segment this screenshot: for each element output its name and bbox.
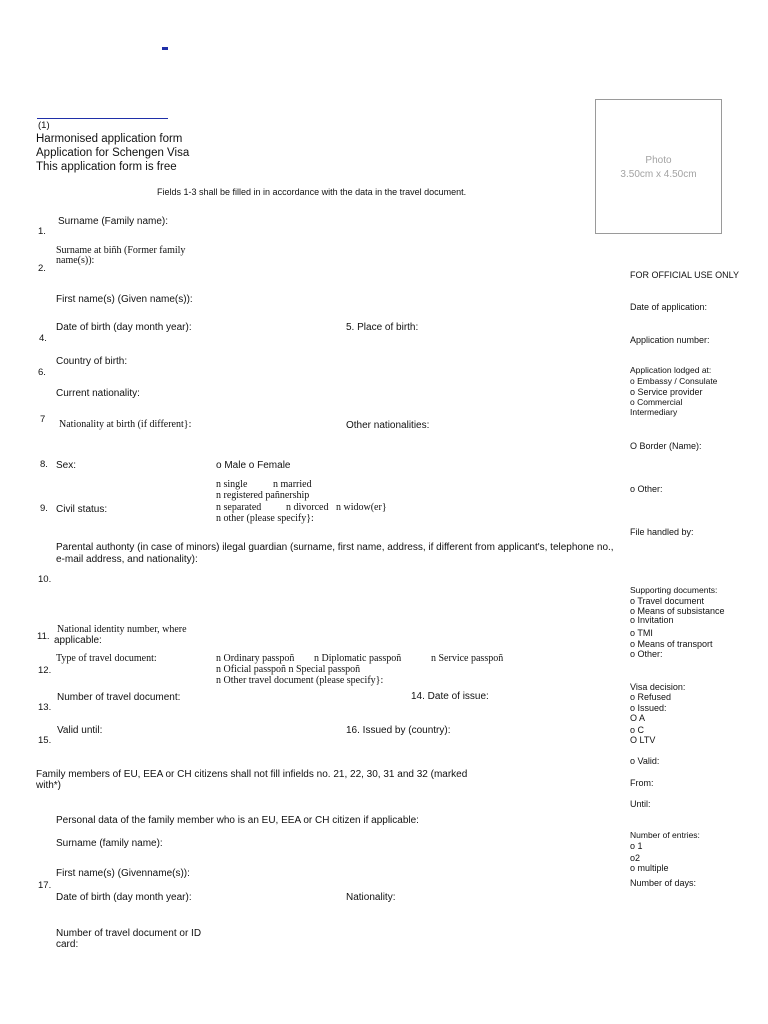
family-travel-doc-label-b: card: [56, 939, 79, 950]
photo-box[interactable] [595, 99, 722, 234]
visa-refused[interactable]: o Refused [630, 692, 672, 702]
support-tmi[interactable]: o TMI [630, 628, 653, 638]
lodged-at-label: Application lodged at: [630, 365, 712, 375]
footnote-ref: (1) [38, 120, 50, 131]
national-id-label-a: National identity number, where [57, 624, 187, 635]
civil-status-widow[interactable]: n widow(er} [336, 502, 387, 513]
support-means-subsistance[interactable]: o Means of subsistance [630, 606, 725, 616]
photo-placeholder [596, 154, 721, 181]
personal-data-heading: Personal data of the family member who is an EU, EEA or CH citizen if applicable: [56, 815, 419, 826]
surname-at-birth-label-b: name(s)): [56, 255, 95, 266]
place-of-birth-label: 5. Place of birth: [346, 322, 419, 333]
field-number-8: 8. [40, 459, 48, 470]
family-members-note-b: with*) [36, 780, 62, 791]
entries-two[interactable]: o2 [630, 853, 641, 863]
visa-type-ltv[interactable]: O LTV [630, 735, 656, 745]
family-members-note-a: Family members of EU, EEA or CH citizens shall not fill infields no. 21, 22, 30, 31 and 32 (marked [36, 769, 468, 780]
number-of-days-label: Number of days: [630, 878, 697, 888]
support-travel-document[interactable]: o Travel document [630, 596, 705, 606]
family-surname-label: Surname (family name): [56, 838, 163, 849]
other-option[interactable]: o Other: [630, 484, 663, 494]
application-number-label: Application number: [630, 335, 710, 345]
photo-label: Photo [645, 155, 672, 166]
civil-status-divorced[interactable]: n divorced [286, 502, 329, 513]
form-subtitle: Application for Schengen Visa [36, 147, 190, 159]
field-number-4: 4. [39, 333, 47, 344]
passport-diplomatic[interactable]: n Diplomatic passpoñ [314, 653, 402, 664]
field-number-9: 9. [40, 503, 48, 514]
valid-option[interactable]: o Valid: [630, 756, 660, 766]
family-dob-label: Date of birth (day month year): [56, 892, 192, 903]
civil-status-single[interactable]: n single [216, 479, 248, 490]
fields-note: Fields 1-3 shall be filled in in accordance with the data in the travel document. [157, 187, 467, 197]
family-nationality-label: Nationality: [346, 892, 396, 903]
family-first-name-label: First name(s) (Givenname(s)): [56, 868, 190, 879]
field-number-2: 2. [38, 263, 46, 274]
visa-type-c[interactable]: o C [630, 725, 645, 735]
header-mark [162, 47, 168, 50]
other-nationalities-label: Other nationalities: [346, 420, 430, 431]
official-use-heading: FOR OFFICIAL USE ONLY [630, 270, 740, 280]
visa-decision-label: Visa decision: [630, 682, 686, 692]
field-number-6: 6. [38, 367, 46, 378]
field-number-10: 10. [38, 574, 52, 585]
entries-one[interactable]: o 1 [630, 841, 643, 851]
supporting-documents-label: Supporting documents: [630, 585, 718, 595]
national-id-label-b: applicable: [54, 635, 102, 646]
civil-status-registered-partnership[interactable]: n registered pañnership [216, 490, 310, 501]
parental-authority-label: Parental authonty (in case of minors) ilegal guardian (surname, first name, address, if different from applicant's, telephone no., e-mail address, and nationality): [56, 542, 614, 565]
passport-official-special[interactable]: n Oficial passpoñ n Special passpoñ [216, 664, 361, 675]
photo-size: 3.50cm x 4.50cm [620, 168, 697, 180]
support-means-transport[interactable]: o Means of transport [630, 639, 713, 649]
lodged-commercial[interactable]: o Commercial [630, 397, 683, 407]
surname-label: Surname (Family name): [58, 216, 169, 227]
field-number-15: 15. [38, 735, 52, 746]
lodged-intermediary: Intermediary [630, 407, 678, 417]
field-number-12: 12. [38, 665, 52, 676]
current-nationality-label: Current nationality: [56, 388, 140, 399]
header-underline [37, 118, 168, 119]
field-number-7: 7 [40, 414, 46, 425]
family-travel-doc-label-a: Number of travel document or ID [56, 928, 202, 939]
travel-document-number-label: Number of travel document: [57, 692, 181, 703]
support-other[interactable]: o Other: [630, 649, 663, 659]
lodged-service-provider[interactable]: o Service provider [630, 387, 703, 397]
valid-from-label: From: [630, 778, 654, 788]
passport-service[interactable]: n Service passpoñ [431, 653, 504, 664]
date-of-birth-label: Date of birth (day month year): [56, 322, 192, 333]
form-title: Harmonised application form [36, 133, 183, 145]
passport-ordinary[interactable]: n Ordinary passpoñ [216, 653, 295, 664]
field-number-13: 13. [38, 702, 52, 713]
civil-status-label: Civil status: [56, 504, 108, 515]
lodged-embassy[interactable]: o Embassy / Consulate [630, 376, 718, 386]
entries-multiple[interactable]: o multiple [630, 863, 669, 873]
file-handled-by-label: File handled by: [630, 527, 694, 537]
sex-label: Sex: [56, 460, 77, 471]
visa-issued[interactable]: o Issued: [630, 703, 667, 713]
civil-status-other[interactable]: n other (please specify}: [216, 513, 314, 524]
passport-other[interactable]: n Other travel document (please specify}: [216, 675, 384, 686]
field-number-1: 1. [38, 226, 46, 237]
visa-type-a[interactable]: O A [630, 713, 646, 723]
number-of-entries-label: Number of entries: [630, 830, 700, 840]
border-name-option[interactable]: O Border (Name): [630, 441, 702, 451]
sex-options[interactable]: o Male o Female [216, 460, 291, 471]
surname-at-birth-label-a: Surname at biñh (Former family [56, 245, 186, 256]
nationality-at-birth-label: Nationality at birth (if different}: [59, 419, 192, 430]
field-number-17: 17. [38, 880, 52, 891]
date-of-application-label: Date of application: [630, 302, 708, 312]
civil-status-separated[interactable]: n separated [216, 502, 262, 513]
valid-until-label: Valid until: [57, 725, 103, 736]
support-invitation[interactable]: o Invitation [630, 615, 674, 625]
field-number-11: 11. [37, 631, 50, 642]
date-of-issue-label: 14. Date of issue: [411, 691, 489, 702]
form-free-note: This application form is free [36, 161, 177, 173]
civil-status-married[interactable]: n married [273, 479, 312, 490]
first-name-label: First name(s) (Given name(s)): [56, 294, 193, 305]
issued-by-label: 16. Issued by (country): [346, 725, 451, 736]
country-of-birth-label: Country of birth: [56, 356, 128, 367]
travel-document-type-label: Type of travel document: [56, 653, 157, 664]
valid-until-official-label: Until: [630, 799, 651, 809]
